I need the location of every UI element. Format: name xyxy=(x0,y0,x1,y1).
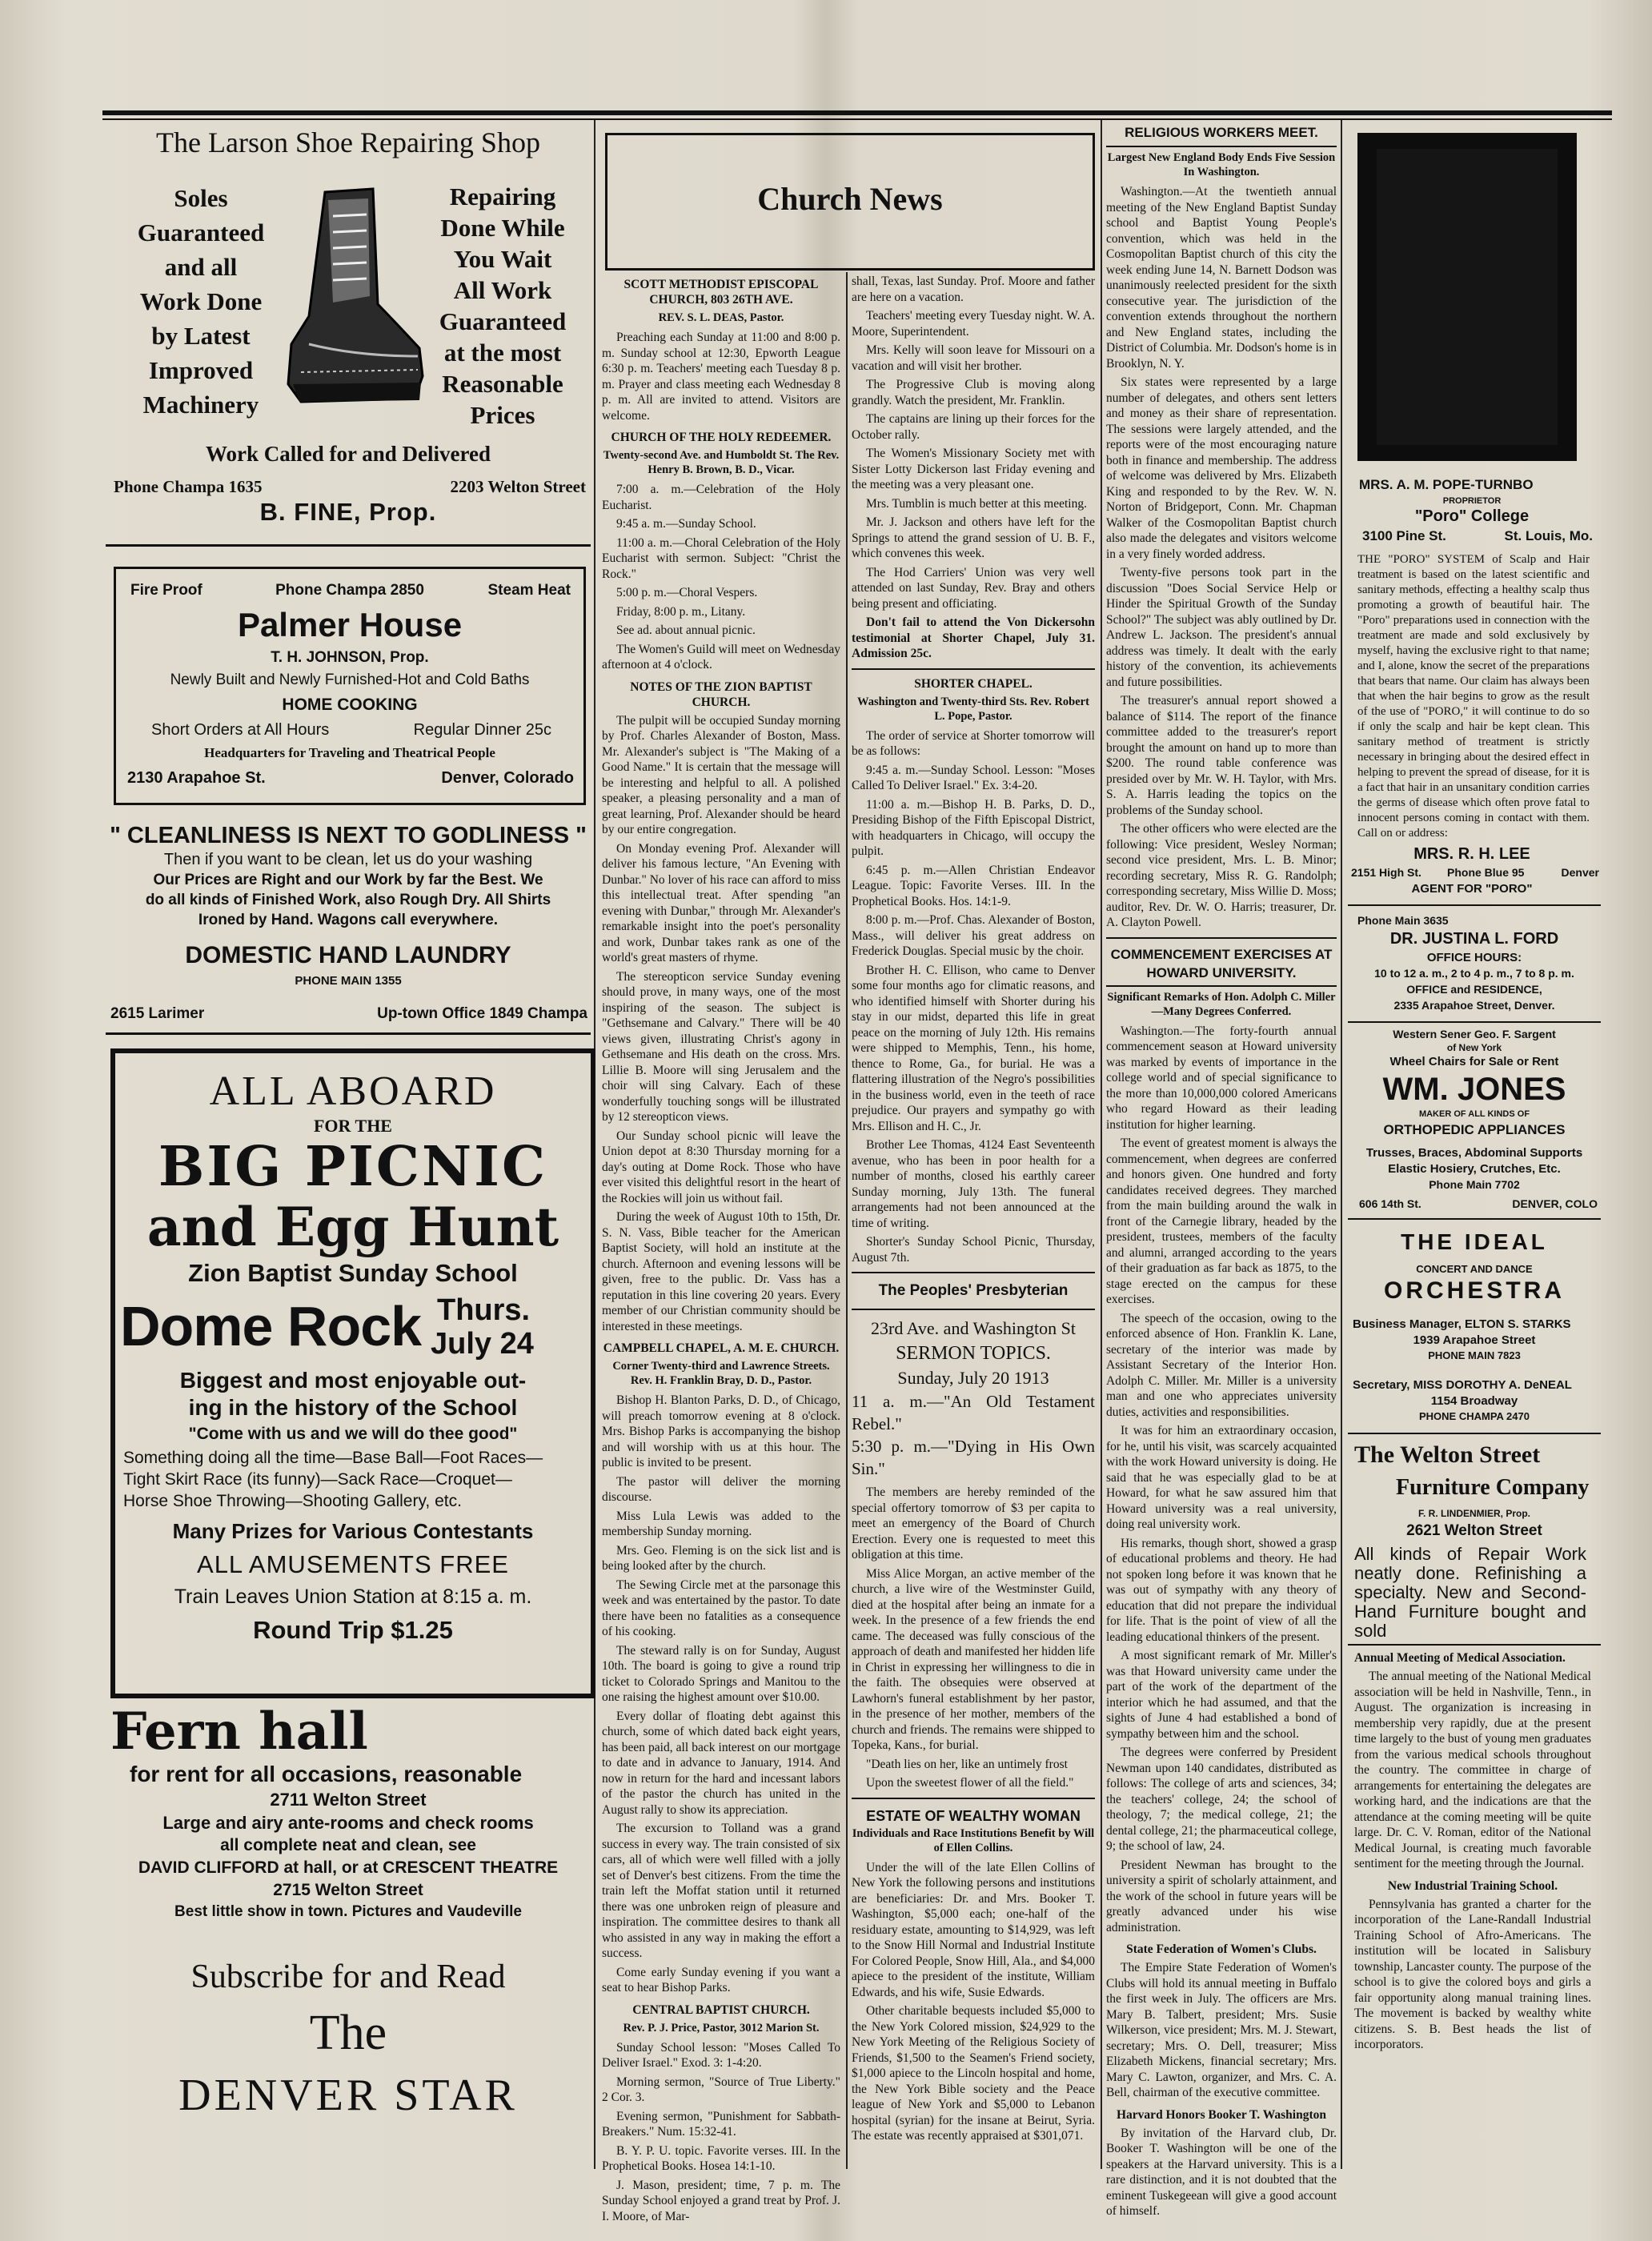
divider xyxy=(852,668,1095,670)
larson-title: The Larson Shoe Repairing Shop xyxy=(156,126,540,158)
central-text: Teachers' meeting every Tuesday night. W. A. Moore, Superintendent. xyxy=(852,309,1095,339)
picnic-s1: Something doing all the time—Base Ball—Foot Races— xyxy=(123,1449,543,1467)
news-column-c xyxy=(1106,120,1337,2218)
holy-text: 11:00 a. m.—Choral Celebration of the Holy Eucharist with sermon. Subject: "Christ the Rock." xyxy=(602,535,840,581)
poro-name: MRS. A. M. POPE-TURNBO xyxy=(1359,477,1534,492)
divider xyxy=(106,1032,591,1035)
holy-text: Friday, 8:00 p. m., Litany. xyxy=(616,604,746,619)
jones-appliances: ORTHOPEDIC APPLIANCES xyxy=(1383,1122,1566,1137)
welton-text: All kinds of Repair Work neatly done. Refinishing a specialty. New and Second-Hand Furniture bought and sold xyxy=(1354,1544,1586,1641)
picnic-egg: and Egg Hunt xyxy=(146,1196,559,1258)
jones-maker: MAKER OF ALL KINDS OF xyxy=(1418,1109,1530,1119)
palmer-orders: Short Orders at All Hours xyxy=(151,721,330,739)
jones-phone: Phone Main 7702 xyxy=(1429,1178,1520,1191)
fern-l2: all complete neat and clean, see xyxy=(220,1836,476,1854)
ideal-the: THE IDEAL xyxy=(1401,1229,1548,1254)
laundry-ad xyxy=(106,816,591,1024)
holy-text: See ad. about annual picnic. xyxy=(616,623,756,637)
palmer-line1: Newly Built and Newly Furnished-Hot and Cold Baths xyxy=(170,671,530,688)
palmer-house-ad xyxy=(114,567,586,805)
boot-illustration-icon xyxy=(277,184,429,416)
central-text: Mrs. Tumblin is much better at this meeting. xyxy=(866,496,1087,511)
palmer-phone: Phone Champa 2850 xyxy=(275,582,424,599)
church-news-title: Church News xyxy=(757,181,943,217)
ford-name: DR. JUSTINA L. FORD xyxy=(1389,930,1559,948)
campbell-text: Bishop H. Blanton Parks, D. D., of Chicago, will preach tomorrow evening at 8 o'clock. Mrs. Bishop Parks is accompanying the bishop and will worship with us at this hour. The public is invited to be present. xyxy=(602,1393,840,1469)
picnic-s2: Tight Skirt Race (its funny)—Sack Race—Croquet— xyxy=(123,1470,512,1489)
subscribe-l1: Subscribe for and Read xyxy=(190,1958,506,1995)
church-column-a xyxy=(602,274,840,2223)
howard-text: President Newman has brought to the university a spirit of scholarly attainment, and the work of the school in future years will be greatly advanced under his wise administration. xyxy=(1106,1858,1337,1934)
industrial-text: Pennsylvania has granted a charter for the incorporation of the Lane-Randall Industrial Training School of Afro-Americans. The institution will be located in Salisbury township, Lancaster county. The purpose of the school is to give the colored boys and girls a fair opportunity along manual training lines. The movement is backed by wealthy white citizens. S. B. Best heads the list of incorporators. xyxy=(1354,1897,1591,2051)
fern-l1: Large and airy ante-rooms and check rooms xyxy=(162,1813,534,1833)
holy-sub: Twenty-second Ave. and Humboldt St. The Rev. Henry B. Brown, B. D., Vicar. xyxy=(603,449,840,476)
campbell-text: The steward rally is on for Sunday, August 10th. The board is going to give a round trip ticket to Colorado Springs and Manitou to the one raising the highest amount over $10.00. xyxy=(602,1643,840,1704)
welton-prop: F. R. LINDENMIER, Prop. xyxy=(1417,1508,1530,1519)
jones-top2: of New York xyxy=(1446,1042,1502,1053)
medical-section xyxy=(1354,1650,1591,2056)
picnic-dome-row xyxy=(115,1290,591,1367)
welton-title2: Furniture Company xyxy=(1396,1475,1590,1500)
text-line: Machinery xyxy=(142,391,259,419)
campbell-sub: Corner Twenty-third and Lawrence Streets. Rev. H. Franklin Bray, D. D., Pastor. xyxy=(612,1360,830,1387)
estate-heading: ESTATE OF WEALTHY WOMAN xyxy=(866,1807,1081,1824)
palmer-dinner: Regular Dinner 25c xyxy=(413,721,551,739)
divider xyxy=(1348,1644,1601,1646)
howard-heading: COMMENCEMENT EXERCISES AT HOWARD UNIVERSITY. xyxy=(1110,946,1333,980)
divider xyxy=(852,1309,1095,1310)
ideal-secretary: Secretary, MISS DOROTHY A. DeNEAL xyxy=(1353,1378,1572,1392)
federation-text: The Empire State Federation of Women's Clubs will hold its annual meeting in Buffalo the first week in July. The officers are Mrs. Mary B. Talbert, president; Mrs. Susie Wilkerson, vice president; Mrs. M. J. Stewart, secretary; Mrs. O. Dell, treasurer; Miss Elizabeth Mickens, financial secretary; Mrs. Mary C. Lawton, organizer, and Mrs. C. A. Bell, chairman of the executive committee. xyxy=(1106,1961,1337,2099)
howard-text: The speech of the occasion, owing to the enforced absence of Hon. Franklin K. Lane, secretary of the interior was made by Assistant Secretary of the Interior Hon. Adolph C. Miller. Mr. Miller is a university man and one who appreciates university duties, activities and responsibilities. xyxy=(1106,1311,1337,1419)
text-line: Work Done xyxy=(139,287,263,315)
fern-title: Fern hall xyxy=(110,1702,368,1762)
text-line: Repairing xyxy=(449,182,556,210)
central-text: Mr. J. Jackson and others have left for the Springs to attend the grand session of U. B. F., which convenes this week. xyxy=(852,515,1095,560)
zion-text: The pulpit will be occupied Sunday morning by Prof. Charles Alexander of Boston, Mass. Mr. Alexander's subject is "The Making of a Good Name." It is certain that the message will be interesting and helpful to all. A polished speaker, a pleasing personality and a man of great learning, Prof. Alexander should be heard by our entire congregation. xyxy=(602,713,840,836)
poro-proprietor: PROPRIETOR xyxy=(1442,496,1502,506)
palmer-fireproof: Fire Proof xyxy=(130,582,202,599)
text-line: by Latest xyxy=(151,322,251,350)
picnic-train: Train Leaves Union Station at 8:15 a. m. xyxy=(174,1586,532,1608)
text-line: Prices xyxy=(470,401,535,429)
presbyterian-t2: 5:30 p. m.—"Dying in His Own Sin." xyxy=(852,1437,1095,1478)
presbyterian-text: The members are hereby reminded of the special offertory tomorrow of $3 per capita to meet an emergency of the Board of Church Erection. Every one is requested to meet this obligation at this time. xyxy=(852,1485,1095,1561)
presbyterian-heading: The Peoples' Presbyterian xyxy=(878,1282,1069,1299)
text-line: All Work xyxy=(453,276,552,304)
portrait-photo xyxy=(1357,133,1577,461)
industrial-heading: New Industrial Training School. xyxy=(1387,1878,1558,1893)
larson-left-text xyxy=(109,181,293,422)
larson-prop: B. FINE, Prop. xyxy=(259,498,437,526)
campbell-text: Come early Sunday evening if you want a seat to hear Bishop Parks. xyxy=(602,1965,840,1994)
howard-text: The degrees were conferred by President Newman upon 140 candidates, distributed as follows: The college of arts and sciences, 34; the teachers' college, 24; the school of theology, 7; the medical college, 21; the dental college, 21; the pharmaceutical college, 9; the school of law, 24. xyxy=(1106,1746,1337,1853)
ideal-orch: ORCHESTRA xyxy=(1383,1277,1565,1304)
holy-text: 7:00 a. m.—Celebration of the Holy Eucharist. xyxy=(602,483,840,512)
religious-heading: RELIGIOUS WORKERS MEET. xyxy=(1125,125,1318,140)
harvard-text: By invitation of the Harvard club, Dr. Booker T. Washington will be one of the speakers at the Harvard university. This is a rare distinction, and it is not doubted that the eminent Tuskegeean will give a good account of himself. xyxy=(1106,2126,1337,2218)
holy-text: The Women's Guild will meet on Wednesday afternoon at 4 o'clock. xyxy=(602,642,840,671)
larson-shoe-ad xyxy=(106,122,591,530)
poro-agent-for: AGENT FOR "PORO" xyxy=(1411,882,1533,896)
laundry-line1: Then if you want to be clean, let us do your washing xyxy=(163,851,533,868)
picnic-school: Zion Baptist Sunday School xyxy=(188,1259,518,1287)
ideal-manager-phone: PHONE MAIN 7823 xyxy=(1428,1349,1521,1361)
zion-text: Our Sunday school picnic will leave the Union depot at 8:30 Thursday morning for a day's outing at Dome Rock. Those who have ever visited this delightful resort in the heart of the Rockies will join us without fail. xyxy=(602,1129,840,1205)
laundry-name: DOMESTIC HAND LAUNDRY xyxy=(185,942,511,968)
howard-text: It was for him an extraordinary occasion, for he, until his visit, was scarcely acquainted with the work Howard university is doing. He said that he was especially glad to be at Howard, for what he saw assured him that Howard university was a real university, doing real university work. xyxy=(1106,1424,1337,1531)
religious-text: Washington.—At the twentieth annual meeting of the New England Baptist Sunday school and Baptist Young People's convention, which was held in the Cosmopolitan Baptist church of this city the week ending June 14, N. Barnett Dodson was unanimously reelected president for the sixth consecutive year. The jurisdiction of the convention extends throughout the northern and New England states, including the District of Columbia. Mr. Dodson's home is in Brooklyn, N. Y. xyxy=(1106,185,1337,371)
central-text: J. Mason, president; time, 7 p. m. The Sunday School enjoyed a grand treat by Prof. J. I. Moore, of Mar- xyxy=(602,2178,840,2223)
text-line: Soles xyxy=(174,184,228,212)
jones-wheel: Wheel Chairs for Sale or Rent xyxy=(1389,1055,1559,1068)
scott-heading: SCOTT METHODIST EPISCOPAL CHURCH, 803 26TH AVE. xyxy=(624,278,819,307)
central-text: Mrs. Kelly will soon leave for Missouri on a vacation and will visit her brother. xyxy=(852,343,1095,373)
ford-hours-heading: OFFICE HOURS: xyxy=(1426,951,1522,964)
jones-trusses2: Elastic Hosiery, Crutches, Etc. xyxy=(1388,1162,1561,1176)
column-rule xyxy=(1341,120,1342,2169)
ford-office: OFFICE and RESIDENCE, xyxy=(1406,983,1542,996)
holy-text: 5:00 p. m.—Choral Vespers. xyxy=(616,586,758,599)
palmer-title: Palmer House xyxy=(237,606,463,643)
divider xyxy=(1106,146,1337,147)
ads-column-right xyxy=(1348,120,1612,2169)
shorter-text: Brother Lee Thomas, 4124 East Seventeenth avenue, who has been in poor health for a number of months, closed his earthly career Sunday morning, July 13th. The funeral arrangements had not been announced at the time of writing. xyxy=(852,1138,1095,1230)
zion-text: The stereopticon service Sunday evening should prove, in many ways, one of the most inspiring of the season. The subject is "Gethsemane and Calvary." There will be 40 views given, illustrating Christ's agony in Gethsemane and His death on the cross. Mrs. Lillie B. Moore will sing Jerusalem and the choir will sing Calvary. Each of these wonderfully touching songs will be illustrated by 12 stereopticon views. xyxy=(602,969,840,1124)
holy-text: 9:45 a. m.—Sunday School. xyxy=(616,517,756,531)
divider xyxy=(1106,937,1337,939)
presbyterian-text: Miss Alice Morgan, an active member of the church, a live wire of the Westminster Guild, died at the hospital after being an inmate for a week. In the presence of a few friends the end came. The deceased was fully conscious of the approach of death and manifested her hidden life in Christ in expressing her willingness to die in the faith. The obsequies were observed at Lawhorn's funeral establishment by her pastor, in the presence of her mother, members of the church and friends. The remains were shipped to Topeka, Kans., for burial. xyxy=(852,1566,1095,1752)
presbyterian-text: Upon the sweetest flower of all the field." xyxy=(866,1776,1074,1790)
divider xyxy=(852,1798,1095,1799)
central-text: Evening sermon, "Punishment for Sabbath-Breakers." Num. 15:32-41. xyxy=(602,2109,840,2139)
laundry-addr2: Up-town Office 1849 Champa xyxy=(377,1005,587,1022)
estate-text: Under the will of the late Ellen Collins of New York the following persons and institutions are beneficiaries: Dr. and Mrs. Booker T. Washington, $5,000 each; one-half of the residuary estate, amounting to $14,929, was left to the Snow Hill Normal and Industrial Institute For Colored People, Snow Hill, Ala., and $4,000 apiece to the president of the institute, William Edwards, and his wife, Susie Edwards. xyxy=(852,1860,1095,1999)
shorter-text: 11:00 a. m.—Bishop H. B. Parks, D. D., Presiding Bishop of the Fifth Episcopal District, with headquarters in Chicago, will occupy the pulpit. xyxy=(852,797,1095,858)
central-text: Morning sermon, "Source of True Liberty." 2 Cor. 3. xyxy=(602,2075,840,2104)
campbell-text: The Sewing Circle met at the parsonage this week and was entertained by the pastor. To date there have been no fatalities as a consequence of his cooking. xyxy=(602,1578,840,1638)
fern-rent: for rent for all occasions, reasonable xyxy=(130,1762,523,1786)
jones-trusses1: Trusses, Braces, Abdominal Supports xyxy=(1365,1146,1583,1160)
welton-addr: 2621 Welton Street xyxy=(1406,1522,1542,1539)
campbell-text: The excursion to Tolland was a grand success in every way. The train consisted of six cars, all of which were well filled with a jolly set of Denver's best citizens. From the time the train left the Moffat station until it returned there was one unbroken reign of pleasure and inspiration. The committee desires to thank all who assisted in any way in making the effort a success. xyxy=(602,1822,840,1960)
palmer-steam: Steam Heat xyxy=(487,582,571,599)
campbell-text: Miss Lula Lewis was added to the membership Sunday morning. xyxy=(602,1509,840,1538)
text-line: You Wait xyxy=(453,245,552,273)
fern-addr: 2711 Welton Street xyxy=(270,1790,427,1810)
picnic-big: BIG PICNIC xyxy=(158,1135,548,1199)
picnic-round: Round Trip $1.25 xyxy=(253,1616,453,1644)
shorter-text: Shorter's Sunday School Picnic, Thursday, August 7th. xyxy=(852,1235,1095,1265)
larson-right-text xyxy=(415,181,591,431)
picnic-come: "Come with us and we will do thee good" xyxy=(188,1425,518,1443)
central-text: B. Y. P. U. topic. Favorite verses. III. In the Prophetical Books. Hosea 14:1-10. xyxy=(602,2143,840,2173)
religious-sub: Largest New England Body Ends Five Session In Washington. xyxy=(1107,151,1336,178)
picnic-date1: Thurs. xyxy=(437,1293,531,1327)
scott-text: Preaching each Sunday at 11:00 and 8:00 p. m. Sunday school at 12:30, Epworth League 6:30 p. m. Teachers' meeting each Tuesday 8 p. m. Prayer and class meeting each Wednesday 8 p. m. All are invited to attend. Visitors are welcome. xyxy=(602,331,840,423)
jones-addr: 606 14th St. xyxy=(1359,1197,1421,1210)
laundry-line2: Our Prices are Right and our Work by far the Best. We xyxy=(153,872,543,888)
central-sub: Rev. P. J. Price, Pastor, 3012 Marion St. xyxy=(623,2021,820,2035)
religious-text: The other officers who were elected are the following: Vice president, Wesley Norman; second vice president, Mrs. L. B. Minor; recording secretary, Miss R. G. Randolph; corresponding secretary, Miss Willie D. Moss; auditor, Rev. Dr. W. O. Harris; treasurer, Dr. A. Clayton Powell. xyxy=(1106,822,1337,929)
fern-l5: Best little show in town. Pictures and Vaudeville xyxy=(174,1903,522,1920)
subscribe-l3: DENVER STAR xyxy=(178,2071,518,2120)
laundry-line4: Ironed by Hand. Wagons call everywhere. xyxy=(198,912,499,928)
divider xyxy=(106,544,591,547)
scott-pastor: REV. S. L. DEAS, Pastor. xyxy=(658,311,784,324)
estate-text: Other charitable bequests included $5,000 to the New York Colored mission, $24,929 to the New York Meeting of the Religious Society of Friends, $1,500 to the Seamen's Friend society, $1,000 apiece to the Lincoln hospital and home, the New York Bible society and the Peace league of New York and $5,000 to Lebanon hospital (syrian) for the insane at Beirut, Syria. The estate was recently appraised at $301,071. xyxy=(852,2004,1095,2143)
ford-addr: 2335 Arapahoe Street, Denver. xyxy=(1393,999,1555,1012)
laundry-phone: PHONE MAIN 1355 xyxy=(295,974,402,988)
ideal-secretary-addr: 1154 Broadway xyxy=(1430,1394,1518,1408)
estate-sub: Individuals and Race Institutions Benefit by Will of Ellen Collins. xyxy=(852,1826,1095,1854)
poro-agent-phone: Phone Blue 95 xyxy=(1447,866,1525,879)
larson-called: Work Called for and Delivered xyxy=(206,442,491,466)
laundry-line3: do all kinds of Finished Work, also Rough Dry. All Shirts xyxy=(145,892,551,908)
presbyterian-date: Sunday, July 20 1913 xyxy=(897,1368,1049,1388)
palmer-city: Denver, Colorado xyxy=(441,769,574,787)
zion-text: During the week of August 10th to 15th, Dr. S. N. Vass, Bible teacher for the American Baptist Society, will hold an institute at the church. Afternoon and evening lessons will be given, free to the public. Dr. Vass has a reputation in this line covering 20 years. Every member of our Christian community should be interested in these meetings. xyxy=(602,1210,840,1333)
ford-phone: Phone Main 3635 xyxy=(1357,914,1449,927)
divider xyxy=(1348,1433,1601,1434)
picnic-date2: July 24 xyxy=(431,1327,534,1361)
campbell-text: Every dollar of floating debt against this church, some of which dated back eight years, has been paid, all back interest on our mortgage to date and in advance to January, 1914. And now in return for the hard and incessant labors of the pastor the church has united in the August rally to show its appreciation. xyxy=(602,1709,840,1817)
text-line: and all xyxy=(164,253,238,281)
palmer-hq: Headquarters for Traveling and Theatrical People xyxy=(204,745,495,760)
medical-heading: Annual Meeting of Medical Association. xyxy=(1354,1651,1566,1665)
religious-text: The treasurer's annual report showed a balance of $114. The report of the finance committee added to the treasurer's report brought the amount on hand up to more than $200. The round table conference was presided over by Mr. W. H. Taylor, with Mrs. S. A. Harris leading the topics on the problems of the Sunday school. xyxy=(1106,694,1337,817)
column-rule xyxy=(846,272,848,2169)
fern-l3: DAVID CLIFFORD at hall, or at CRESCENT THEATRE xyxy=(138,1858,559,1877)
shorter-text: 6:45 p. m.—Allen Christian Endeavor League. Topic: Favorite Verses. III. In the Prophetical Books. Hos. 14:1-9. xyxy=(852,863,1095,908)
ideal-secretary-phone: PHONE CHAMPA 2470 xyxy=(1419,1410,1530,1422)
federation-heading: State Federation of Women's Clubs. xyxy=(1126,1942,1317,1956)
testimonial-notice: Don't fail to attend the Von Dickersohn testimonial at Shorter Chapel, July 31. Admission 25c. xyxy=(852,615,1095,660)
subscribe-ad xyxy=(106,1953,591,2169)
campbell-heading: CAMPBELL CHAPEL, A. M. E. CHURCH. xyxy=(603,1341,840,1355)
ideal-concert: CONCERT AND DANCE xyxy=(1416,1263,1533,1275)
poro-agent-city: Denver xyxy=(1561,866,1599,879)
religious-text: Twenty-five persons took part in the discussion "Does Social Service Help or Hinder the Spiritual Growth of the Sunday School?" The subject was ably outlined by Dr. Andrew L. Jackson. The president's annual address was timely. It dealt with the early history of the convention, its achievements and future possibilities. xyxy=(1106,566,1337,689)
laundry-addr1: 2615 Larimer xyxy=(110,1005,205,1022)
shorter-text: 9:45 a. m.—Sunday School. Lesson: "Moses Called To Deliver Israel." Ex. 3:4-20. xyxy=(852,763,1095,792)
jones-city: DENVER, COLO xyxy=(1512,1197,1598,1210)
text-line: Reasonable xyxy=(442,370,563,398)
text-line: Guaranteed xyxy=(439,307,567,335)
howard-text: Washington.—The forty-fourth annual commencement season at Howard university was marked by events of importance in the college world and of special significance to the more than 10,000,000 colored Americans who regard Howard as their leading institution for higher learning. xyxy=(1106,1024,1337,1132)
top-border-rule xyxy=(102,110,1612,115)
shorter-heading: SHORTER CHAPEL. xyxy=(914,676,1032,691)
portrait-inner xyxy=(1377,149,1558,445)
palmer-address: 2130 Arapahoe St. xyxy=(127,769,266,787)
church-news-header xyxy=(605,133,1095,271)
central-text: The Progressive Club is moving along grandly. Watch the president, Mr. Franklin. xyxy=(852,378,1095,407)
divider xyxy=(1348,1021,1601,1023)
picnic-ad xyxy=(110,1048,595,1698)
picnic-biggest2: ing in the history of the School xyxy=(188,1395,518,1420)
picnic-free: ALL AMUSEMENTS FREE xyxy=(197,1550,509,1578)
picnic-biggest1: Biggest and most enjoyable out- xyxy=(179,1368,527,1393)
presbyterian-sub: 23rd Ave. and Washington St xyxy=(871,1318,1076,1338)
divider xyxy=(852,1272,1095,1273)
central-text: The Women's Missionary Society met with Sister Lotty Dickerson last Friday evening and the meeting was a very pleasant one. xyxy=(852,447,1095,491)
fern-l4: 2715 Welton Street xyxy=(273,1881,423,1899)
jones-name: WM. JONES xyxy=(1382,1072,1566,1107)
jones-top1: Western Sener Geo. F. Sargent xyxy=(1393,1028,1556,1040)
presbyterian-topics: SERMON TOPICS. xyxy=(896,1343,1051,1364)
central-text: The Hod Carriers' Union was very well attended on last Sunday, Rev. Bray and others being present and officiating. xyxy=(852,565,1095,611)
divider xyxy=(1106,985,1337,987)
welton-title1: The Welton Street xyxy=(1354,1441,1541,1468)
fern-hall-ad xyxy=(106,1703,591,1943)
howard-sub: Significant Remarks of Hon. Adolph C. Miller—Many Degrees Conferred. xyxy=(1107,990,1336,1018)
text-line: Done While xyxy=(440,214,565,242)
howard-text: A most significant remark of Mr. Miller's was that Howard university came under the part of the work of the department of the interior which he had assumed, and that the sights of June 4 had established a bond of sympathy between him and the school. xyxy=(1106,1649,1337,1741)
picnic-dome: Dome Rock xyxy=(120,1295,422,1357)
church-column-b xyxy=(852,274,1095,2171)
central-text: Sunday School lesson: "Moses Called To Deliver Israel." Exod. 3: 1-4:20. xyxy=(602,2040,840,2070)
medical-text: The annual meeting of the National Medical association will be held in Nashville, Tenn., in August. The organization is increasing in membership very rapidly, due at the present time largely to the bust of young men graduates from the various medical schools throughout the country. The committee in charge of arrangements for entertaining the delegates are working hard, and the indications are that the attendance at the coming meeting will be quite large. Dr. C. V. Roman, editor of the National Medical Journal, is creating much favorable sentiment for the meeting through the Journal. xyxy=(1354,1670,1591,1870)
picnic-aboard: ALL ABOARD xyxy=(209,1068,497,1114)
text-line: Improved xyxy=(148,356,254,384)
central-text: The captains are lining up their forces for the October rally. xyxy=(852,412,1095,442)
larson-address: 2203 Welton Street xyxy=(450,477,586,496)
ideal-manager: Business Manager, ELTON S. STARKS xyxy=(1353,1317,1571,1331)
divider xyxy=(1348,904,1601,906)
harvard-heading: Harvard Honors Booker T. Washington xyxy=(1117,2107,1326,2122)
shorter-text: 8:00 p. m.—Prof. Chas. Alexander of Boston, Mass., will deliver his great address on Frederick Douglas. Special music by the choir. xyxy=(852,913,1095,958)
poro-city: St. Louis, Mo. xyxy=(1504,528,1593,543)
palmer-cooking: HOME COOKING xyxy=(282,696,418,714)
laundry-headline: " CLEANLINESS IS NEXT TO GODLINESS " xyxy=(110,823,587,848)
shorter-text: Brother H. C. Ellison, who came to Denver some four months ago for climatic reasons, and who identified himself with Shorter during his stay in our midst, departed this life in great peace on the morning of July 12th. His remains were shipped to Memphis, Tenn., his home, thence to Rome, Ga., for burial. He was a flattering illustration of the Negro's possibilities in the business world, even in the teeth of race prejudice. Our prayers and sympathy go with Mrs. Ellison and H. C., Jr. xyxy=(852,963,1095,1133)
poro-agent-name: MRS. R. H. LEE xyxy=(1413,845,1530,863)
text-line: at the most xyxy=(443,339,562,367)
campbell-text: The pastor will deliver the morning discourse. xyxy=(602,1474,840,1504)
column-rule xyxy=(1101,120,1102,2169)
poro-addr: 3100 Pine St. xyxy=(1362,528,1446,543)
larson-phone: Phone Champa 1635 xyxy=(114,477,263,496)
central-text: shall, Texas, last Sunday. Prof. Moore and father are here on a vacation. xyxy=(852,275,1095,304)
palmer-prop: T. H. JOHNSON, Prop. xyxy=(271,649,429,666)
poro-agent-addr: 2151 High St. xyxy=(1351,866,1421,879)
ideal-manager-addr: 1939 Arapahoe Street xyxy=(1413,1333,1536,1347)
divider xyxy=(1348,1218,1601,1220)
picnic-forthe: FOR THE xyxy=(313,1116,392,1136)
campbell-text: Mrs. Geo. Fleming is on the sick list and is being looked after by the church. xyxy=(602,1543,840,1573)
picnic-prizes: Many Prizes for Various Contestants xyxy=(172,1519,534,1543)
poro-college: "Poro" College xyxy=(1414,507,1530,525)
poro-text: THE "PORO" SYSTEM of Scalp and Hair treatment is based on the latest scientific and sanitary methods, effecting a healthy scalp thus promoting a growth of beautiful hair. The "Poro" preparations used in connection with the treatment are made and sold exclusively by myself, having the exclusive right to that name; and I, alone, know the secret of the preparations that bears that name. Our claim has always been that when the hair begins to grow as the result of the use of "PORO," it will continue to do so if only the scalp and hair be kept clean. This sanitary method of treatment is strictly necessary in bringing about the desired effect in helping to prevent the spread of disease, for it is a fact that hair in an unsanitary condition carries the germs of disease which often prove fatal to innocent persons coming in contact with them. Call on or address: xyxy=(1357,553,1590,840)
howard-text: His remarks, though short, showed a grasp of educational problems and theory. He had not spoken long before it was known that he was out of sympathy with any theory of education that did not prepare the individual for life. That is the point of view of all the leading educational thinkers of the present. xyxy=(1106,1536,1337,1644)
central-heading: CENTRAL BAPTIST CHURCH. xyxy=(632,2002,810,2017)
howard-text: The event of greatest moment is always the commencement, when degrees are conferred and honors given. One hundred and forty candidates received degrees. They marched from the main building around the walk in front of the Carnegie library, headed by the president, trustees, members of the faculty and alumni, arranged according to the years of their graduation as far back as 1875, to the stage erected on the campus for these exercises. xyxy=(1106,1137,1337,1306)
subscribe-l2: The xyxy=(309,2006,387,2060)
holy-heading: CHURCH OF THE HOLY REDEEMER. xyxy=(611,431,832,444)
text-line: Guaranteed xyxy=(137,218,265,247)
shorter-sub: Washington and Twenty-third Sts. Rev. Robert L. Pope, Pastor. xyxy=(857,695,1089,723)
ford-hours: 10 to 12 a. m., 2 to 4 p. m., 7 to 8 p. m. xyxy=(1374,967,1574,980)
zion-heading: NOTES OF THE ZION BAPTIST CHURCH. xyxy=(630,680,812,709)
shorter-text: The order of service at Shorter tomorrow will be as follows: xyxy=(852,728,1095,758)
religious-text: Six states were represented by a large number of delegates, and others sent letters and money as their share of representation. The sessions were largely attended, and the reports were of the most encouraging nature both in finance and membership. The address of welcome was delivered by Mrs. Elizabeth King and responded to by the Rev. W. N. Norton of Bridgeport, Conn. Mr. Chapman Walker of the Cosmopolitan Baptist church also made the delegates and visitors welcome in a very finely worded address. xyxy=(1106,375,1337,561)
zion-text: On Monday evening Prof. Alexander will deliver his famous lecture, "An Evening with Dunbar." No lover of his race can afford to miss this intellectual treat. After spending "an evening with Dunbar," through Mr. Alexander's remarkable insight into the poet's personality and work, Dunbar takes rank as one of the world's great masters of rhyme. xyxy=(602,841,840,964)
presbyterian-t1: 11 a. m.—"An Old Testament Rebel." xyxy=(852,1392,1095,1433)
presbyterian-text: "Death lies on her, like an untimely frost xyxy=(866,1757,1068,1771)
picnic-s3: Horse Shoe Throwing—Shooting Gallery, etc. xyxy=(123,1492,462,1510)
